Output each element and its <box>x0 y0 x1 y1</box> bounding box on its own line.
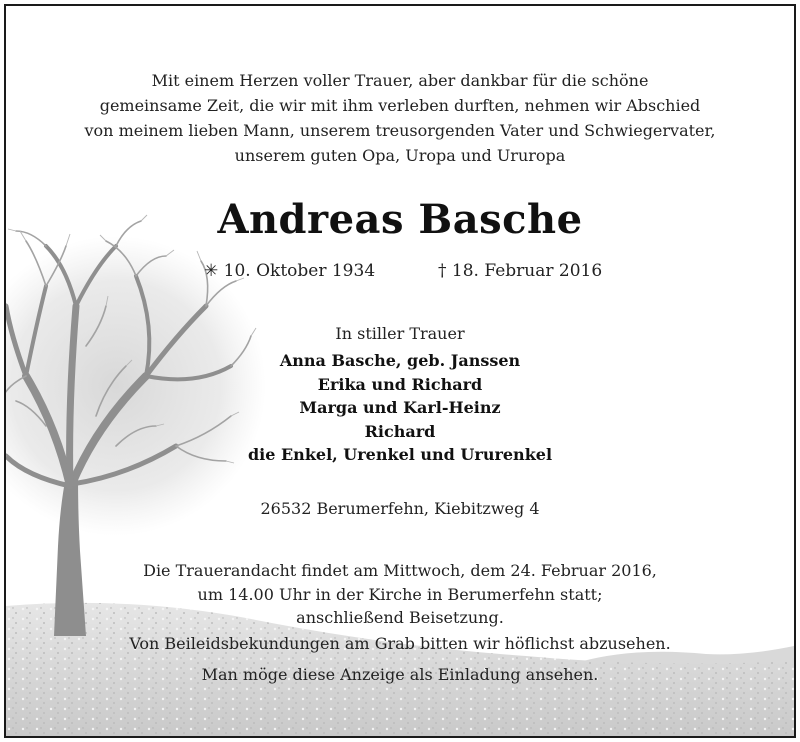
mourner-entry: Richard <box>364 421 436 441</box>
service-line: Die Trauerandacht findet am Mittwoch, dem 24. Februar 2016, <box>143 561 657 580</box>
mourner-entry: Erika und Richard <box>317 374 483 394</box>
mourner-entry: die Enkel, Urenkel und Ururenkel <box>247 445 553 464</box>
mourner-entry: Marga und Karl-Heinz <box>299 398 501 417</box>
death-date: † 18. Februar 2016 <box>438 261 603 281</box>
mourner-entry: Anna Basche, geb. Janssen <box>279 351 521 370</box>
intro-line: gemeinsame Zeit, die wir mit ihm verleben durften, nehmen wir Abschied <box>99 96 701 115</box>
deceased-name: Andreas Basche <box>217 196 583 243</box>
life-dates <box>6 261 794 287</box>
service-line: um 14.00 Uhr in der Kirche in Berumerfehn statt; <box>197 584 603 604</box>
obituary-content <box>6 6 794 736</box>
intro-line: unserem guten Opa, Uropa und Ururopa <box>234 146 566 165</box>
condolence-request: Von Beileidsbekundungen am Grab bitten wir höflichst abzusehen. <box>129 634 671 653</box>
intro-line: Mit einem Herzen voller Trauer, aber dankbar für die schöne <box>151 71 649 90</box>
service-info <box>6 559 794 630</box>
intro-text <box>6 68 794 168</box>
service-line: anschließend Beisetzung. <box>296 608 504 627</box>
invitation-note: Man möge diese Anzeige als Einladung ansehen. <box>201 665 599 684</box>
mourning-intro: In stiller Trauer <box>335 324 465 343</box>
obituary-card <box>4 4 796 738</box>
family-address: 26532 Berumerfehn, Kiebitzweg 4 <box>260 499 540 518</box>
birth-date: ✳ 10. Oktober 1934 <box>204 261 376 281</box>
intro-line: von meinem lieben Mann, unserem treusorgenden Vater und Schwiegervater, <box>84 121 716 140</box>
mourners-list <box>6 349 794 467</box>
